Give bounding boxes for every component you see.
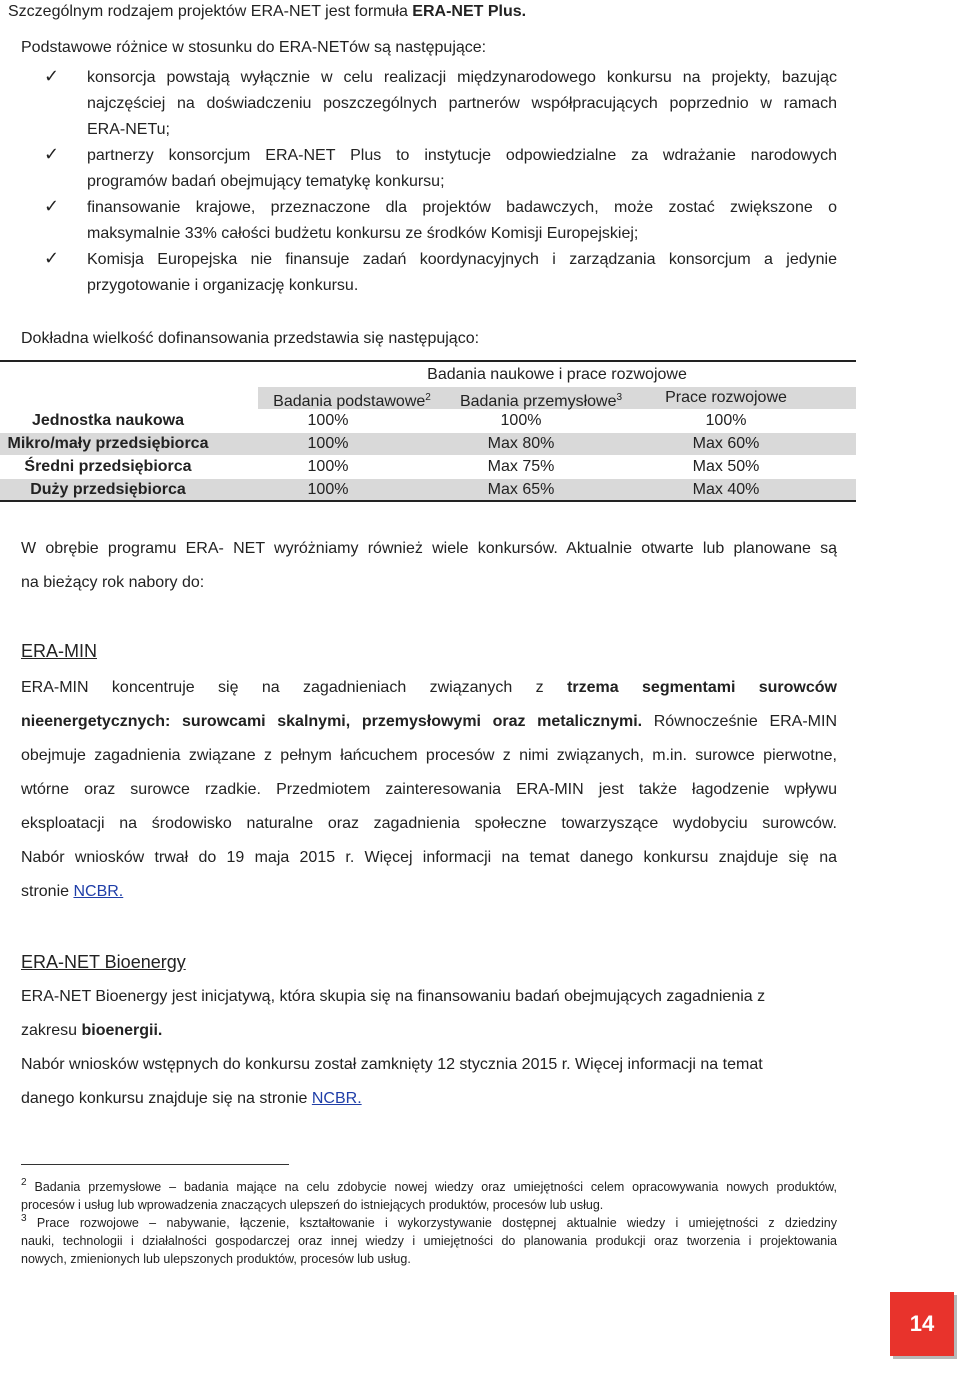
footnote-line: procesów i usług lub wprowadzenia znaczących ulepszeń do istniejących produktów, procesów lub usług.	[21, 1198, 604, 1212]
table-col-header-3: Prace rozwojowe	[665, 389, 787, 406]
bullet-3-line-2: maksymalnie 33% całości budżetu konkursu ze środków Komisji Europejskiej;	[87, 225, 639, 242]
table-cell: Max 60%	[692, 435, 760, 452]
era-min-line-4: wtórne oraz surowce rzadkie. Przedmiotem zainteresowania ERA-MIN jest także łagodzenie wpływu	[21, 781, 837, 798]
intro-text: Szczególnym rodzajem projektów ERA-NET jest formuła	[8, 3, 413, 20]
table-group-header: Badania naukowe i prace rozwojowe	[427, 366, 687, 383]
era-min-line-2	[21, 712, 837, 732]
footnote-2	[21, 1174, 837, 1214]
table-row-label: Jednostka naukowa	[31, 412, 185, 429]
table-cell: Max 40%	[692, 481, 760, 498]
intro-line-2: Podstawowe różnice w stosunku do ERA-NETów są następujące:	[21, 39, 487, 56]
footnote-line: nowych, zmienionych lub ulepszonych produktów, procesów lub usług.	[21, 1252, 411, 1266]
table-cell: Max 75%	[487, 458, 555, 475]
footnote-ref: 2	[425, 392, 431, 403]
intro-line-1	[8, 2, 526, 22]
era-min-text: ERA-MIN koncentruje się na zagadnieniach związanych z	[21, 679, 568, 696]
funding-intro: Dokładna wielkość dofinansowania przedstawia się następująco:	[21, 330, 480, 347]
table-row-label: Mikro/mały przedsiębiorca	[7, 435, 209, 452]
programs-intro-line-1: W obrębie programu ERA- NET wyróżniamy również wiele konkursów. Aktualnie otwarte lub planowane są	[21, 540, 837, 557]
footnote-separator	[21, 1164, 289, 1165]
bullet-2-line-1: partnerzy konsorcjum ERA-NET Plus to instytucje odpowiedzialne za wdrażanie narodowych	[87, 147, 837, 164]
bullet-1-line-3: ERA-NETu;	[87, 121, 170, 138]
bullet-4-line-1: Komisja Europejska nie finansuje zadań koordynacyjnych i zarządzania konsorcjum a jedynie	[87, 251, 837, 268]
ncbr-link[interactable]: NCBR.	[311, 1090, 362, 1107]
table-row-label: Średni przedsiębiorca	[24, 458, 192, 475]
table-cell: 100%	[307, 435, 349, 452]
table-cell: Max 80%	[487, 435, 555, 452]
era-min-line-6: Nabór wniosków trwał do 19 maja 2015 r. Więcej informacji na temat danego konkursu znajduje się na	[21, 849, 837, 866]
footnote-3	[21, 1210, 837, 1268]
bullet-3-line-1: finansowanie krajowe, przeznaczone dla projektów badawczych, może zostać zwiększone o	[87, 199, 837, 216]
checkmark-icon: ✓	[44, 196, 60, 217]
table-top-rule	[0, 360, 856, 362]
table-cell: 100%	[307, 412, 349, 429]
bioenergy-line-1: ERA-NET Bioenergy jest inicjatywą, która skupia się na finansowaniu badań obejmujących zagadnienia z	[21, 988, 766, 1005]
footnote-number: 2	[21, 1177, 27, 1188]
era-min-heading: ERA-MIN	[21, 641, 97, 661]
bioenergy-text: zakresu	[21, 1022, 82, 1039]
table-row-label: Duży przedsiębiorca	[30, 481, 186, 498]
bullet-1-line-2: najczęściej na doświadczeniu poszczególnych partnerów współpracujących poprzednio w ramach	[87, 95, 837, 112]
era-min-text: stronie	[21, 883, 74, 900]
footnote-ref: 3	[616, 392, 623, 403]
table-cell: Max 65%	[487, 481, 555, 498]
table-cell: 100%	[705, 412, 747, 429]
bioenergy-text: danego konkursu znajduje się na stronie	[21, 1090, 312, 1107]
footnote-text: Prace rozwojowe – nabywanie, łączenie, kształtowanie i wykorzystywanie dostępnej aktualnie wiedzy i umiejętności z dziedziny	[36, 1216, 837, 1230]
footnote-line	[21, 1174, 837, 1196]
footnote-line: nauki, technologii i działalności gospodarczej oraz innej wiedzy i umiejętności do planowania produkcji oraz tworzenia i projektowania	[21, 1234, 837, 1248]
intro-bold-term: ERA-NET Plus.	[412, 3, 527, 20]
era-min-line-1	[21, 678, 837, 698]
table-cell: 100%	[307, 458, 349, 475]
checkmark-icon: ✓	[44, 144, 60, 165]
ncbr-link[interactable]: NCBR.	[73, 883, 124, 900]
table-cell: Max 50%	[692, 458, 760, 475]
col-header-label: Badania przemysłowe	[459, 393, 617, 410]
bullet-1-line-1: konsorcja powstają wyłącznie w celu realizacji międzynarodowego konkursu na projekty, bazując	[87, 69, 837, 86]
footnote-number: 3	[21, 1213, 27, 1224]
bioenergy-line-2	[21, 1021, 162, 1041]
bioenergy-heading: ERA-NET Bioenergy	[21, 952, 186, 972]
era-min-line-7	[21, 882, 123, 902]
era-min-text: Równocześnie ERA-MIN	[642, 713, 838, 730]
page-number-badge: 14	[890, 1292, 954, 1356]
bioenergy-bold: bioenergii.	[81, 1022, 163, 1039]
footnote-line	[21, 1210, 837, 1232]
era-min-line-3: obejmuje zagadnienia związane z pełnym łańcuchem procesów z nimi związanych, m.in. surowce pierwotne,	[21, 747, 837, 764]
era-min-bold: trzema segmentami surowców	[567, 679, 837, 696]
bioenergy-line-4	[21, 1089, 362, 1109]
bullet-2-line-2: programów badań obejmujący tematykę konkursu;	[87, 173, 445, 190]
programs-intro-line-2: na bieżący rok nabory do:	[21, 574, 205, 591]
checkmark-icon: ✓	[44, 248, 60, 269]
table-bottom-rule	[0, 500, 856, 502]
bioenergy-line-3: Nabór wniosków wstępnych do konkursu został zamknięty 12 stycznia 2015 r. Więcej informacji na temat	[21, 1056, 763, 1073]
table-cell: 100%	[500, 412, 542, 429]
col-header-label: Badania podstawowe	[273, 393, 426, 410]
footnote-text: Badania przemysłowe – badania mające na celu zdobycie nowej wiedzy oraz umiejętności celem opracowywania nowych produktów,	[34, 1180, 837, 1194]
era-min-line-5: eksploatacji na środowisko naturalne oraz zagadnienia społeczne towarzyszące wydobyciu surowców.	[21, 815, 837, 832]
checkmark-icon: ✓	[44, 66, 60, 87]
bullet-4-line-2: przygotowanie i organizację konkursu.	[87, 277, 359, 294]
table-cell: 100%	[307, 481, 349, 498]
era-min-bold: nieenergetycznych: surowcami skalnymi, przemysłowymi oraz metalicznymi.	[21, 713, 643, 730]
